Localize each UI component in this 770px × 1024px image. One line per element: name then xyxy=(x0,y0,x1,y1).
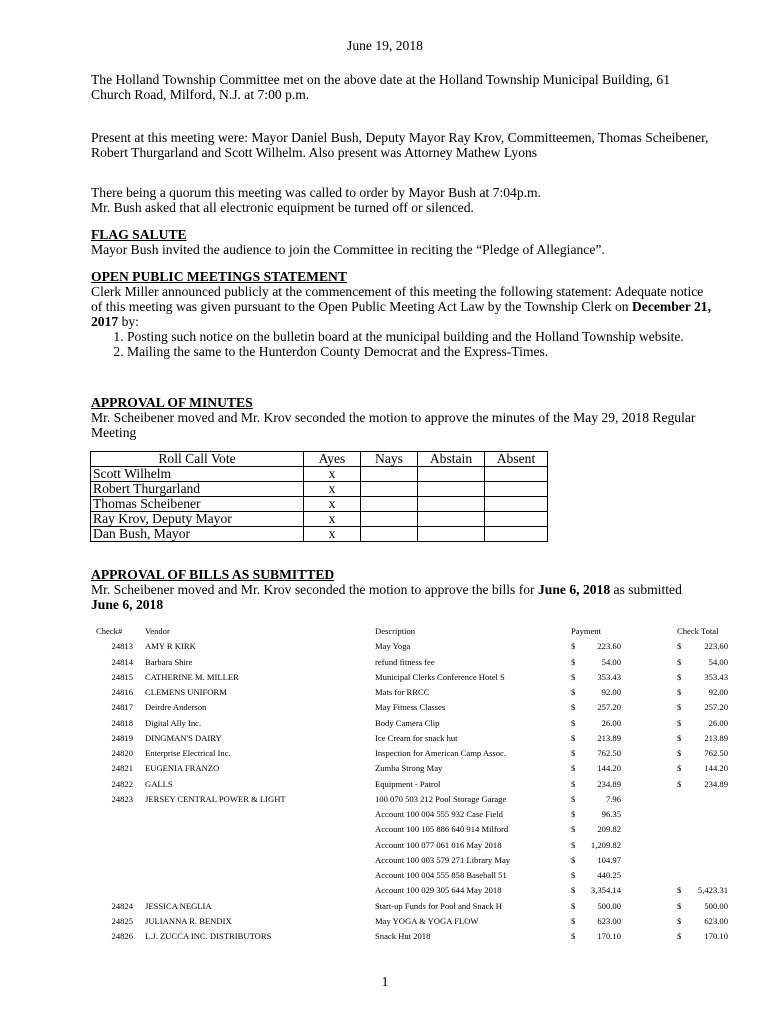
member-name: Scott Wilhelm xyxy=(91,467,304,482)
vote-ayes: x xyxy=(304,497,361,512)
roll-call-header xyxy=(91,452,548,467)
bill-vendor: CATHERINE M. MILLER xyxy=(145,671,239,682)
bill-payment: 26.00 xyxy=(601,717,621,728)
bill-row xyxy=(0,718,770,733)
bill-check-number: 24820 xyxy=(111,748,133,758)
flag-salute-section xyxy=(91,227,711,257)
bill-payment: 223.60 xyxy=(597,641,621,652)
opma-section xyxy=(91,269,711,359)
opma-list-item: 2. Mailing the same to the Hunterdon County Democrat and the Express-Times. xyxy=(127,344,711,359)
payment-currency-symbol: $ xyxy=(571,793,576,804)
quorum-line: There being a quorum this meeting was called to order by Mayor Bush at 7:04p.m. xyxy=(91,185,542,200)
bill-row xyxy=(0,702,770,717)
bill-row xyxy=(0,687,770,702)
minutes-section xyxy=(91,395,711,440)
bill-vendor: Digital Ally Inc. xyxy=(145,717,202,728)
minutes-heading: APPROVAL OF MINUTES xyxy=(91,395,253,410)
member-name: Robert Thurgarland xyxy=(91,482,304,497)
bill-row xyxy=(0,916,770,931)
bill-vendor: DINGMAN'S DAIRY xyxy=(145,732,222,743)
vote-absent xyxy=(485,482,548,497)
bills-header-row xyxy=(0,626,770,641)
roll-call-row xyxy=(91,497,548,512)
col-header-abstain: Abstain xyxy=(418,452,485,467)
bill-payment: 209.82 xyxy=(597,824,621,835)
col-header-ayes: Ayes xyxy=(304,452,361,467)
payment-currency-symbol: $ xyxy=(571,732,576,743)
bill-check-number: 24823 xyxy=(111,793,133,804)
bill-check-number: 24819 xyxy=(111,732,133,743)
roll-call-row xyxy=(91,467,548,482)
bill-description: Account 100 004 555 858 Baseball 51 xyxy=(375,870,507,880)
total-currency-symbol: $ xyxy=(677,763,682,774)
bill-row xyxy=(0,855,770,870)
bill-vendor: JULIANNA R. BENDIX xyxy=(145,915,232,926)
payment-currency-symbol: $ xyxy=(571,931,576,941)
payment-currency-symbol: $ xyxy=(571,717,576,728)
bill-row xyxy=(0,657,770,672)
col-header-vendor: Vendor xyxy=(145,626,170,636)
bill-vendor: CLEMENS UNIFORM xyxy=(145,687,227,697)
payment-currency-symbol: $ xyxy=(571,687,576,697)
bills-text xyxy=(91,582,711,597)
total-currency-symbol: $ xyxy=(677,687,682,697)
vote-abstain xyxy=(418,482,485,497)
bill-description: May YOGA & YOGA FLOW xyxy=(375,915,479,926)
bill-check-number: 24825 xyxy=(111,915,133,926)
member-name: Ray Krov, Deputy Mayor xyxy=(91,512,304,527)
total-currency-symbol: $ xyxy=(677,641,682,652)
electronics-line: Mr. Bush asked that all electronic equipment be turned off or silenced. xyxy=(91,200,474,215)
vote-absent xyxy=(485,527,548,542)
bill-description: Account 100 029 305 644 May 2018 xyxy=(375,885,502,896)
col-header-roll-call: Roll Call Vote xyxy=(91,452,304,467)
opma-text-after: by: xyxy=(118,314,139,329)
col-header-payment: Payment xyxy=(571,626,602,636)
bills-section xyxy=(91,567,711,612)
bill-description: Account 100 004 555 932 Case Field xyxy=(375,809,503,819)
bill-vendor: AMY R KIRK xyxy=(145,641,196,652)
col-header-check: Check# xyxy=(96,626,123,636)
bill-payment: 92.00 xyxy=(601,687,621,697)
payment-currency-symbol: $ xyxy=(571,854,576,865)
bill-payment: 3,354.14 xyxy=(590,885,621,896)
bill-check-total: 223.60 xyxy=(704,641,728,652)
vote-ayes: x xyxy=(304,512,361,527)
bill-check-total: 26.00 xyxy=(708,717,728,728)
bill-payment: 440.25 xyxy=(597,870,621,880)
vote-abstain xyxy=(418,467,485,482)
payment-currency-symbol: $ xyxy=(571,763,576,774)
col-header-nays: Nays xyxy=(361,452,418,467)
bill-description: Account 100 105 886 640 914 Milford xyxy=(375,824,509,835)
minutes-text: Mr. Scheibener moved and Mr. Krov seconded the motion to approve the minutes of the May 29, 2018 Regular Meeting xyxy=(91,410,696,440)
vote-ayes: x xyxy=(304,467,361,482)
payment-currency-symbol: $ xyxy=(571,641,576,652)
bills-text-after: as submitted xyxy=(610,582,682,597)
payment-currency-symbol: $ xyxy=(571,656,576,667)
bill-row xyxy=(0,824,770,839)
bill-payment: 213.89 xyxy=(597,732,621,743)
total-currency-symbol: $ xyxy=(677,732,682,743)
total-currency-symbol: $ xyxy=(677,915,682,926)
payment-currency-symbol: $ xyxy=(571,870,576,880)
bill-description: Inspection for American Camp Assoc. xyxy=(375,748,507,758)
bill-check-number: 24816 xyxy=(111,687,133,697)
bill-vendor: EUGENIA FRANZO xyxy=(145,763,220,774)
total-currency-symbol: $ xyxy=(677,717,682,728)
roll-call-row xyxy=(91,482,548,497)
bill-row xyxy=(0,931,770,946)
bill-check-total: 623.00 xyxy=(704,915,728,926)
bill-payment: 623.00 xyxy=(597,915,621,926)
bill-vendor: JERSEY CENTRAL POWER & LIGHT xyxy=(145,793,286,804)
bills-heading: APPROVAL OF BILLS AS SUBMITTED xyxy=(91,567,335,582)
bill-row xyxy=(0,840,770,855)
member-name: Thomas Scheibener xyxy=(91,497,304,512)
quorum-paragraph xyxy=(91,185,711,215)
roll-call-row xyxy=(91,527,548,542)
bill-description: Snack Hut 2018 xyxy=(375,931,431,941)
bill-description: 100 070 503 212 Pool Storage Garage xyxy=(375,793,507,804)
opma-text-before: Clerk Miller announced publicly at the commencement of this meeting the following statement: Adequate notice of this meeting was given pursuant to the Open Public Meeting Act Law by the Township Clerk on xyxy=(91,284,704,314)
bill-description: Start-up Funds for Pool and Snack H xyxy=(375,900,502,911)
opma-notice-date: December 21, 2017 xyxy=(91,299,711,329)
bill-description: May Yoga xyxy=(375,641,411,652)
bill-description: Municipal Clerks Conference Hotel S xyxy=(375,671,505,682)
bill-check-number: 24821 xyxy=(111,763,133,774)
total-currency-symbol: $ xyxy=(677,778,682,789)
opma-text xyxy=(91,284,711,329)
bill-payment: 54.00 xyxy=(601,656,621,667)
bill-description: refund fitness fee xyxy=(375,656,435,667)
vote-nays xyxy=(361,497,418,512)
bill-check-number: 24826 xyxy=(111,931,133,941)
bill-payment: 144.20 xyxy=(597,763,621,774)
bill-payment: 1,209.82 xyxy=(590,839,621,850)
opma-list xyxy=(91,329,711,359)
bill-payment: 234.89 xyxy=(597,778,621,789)
bill-description: Account 100 003 579 271 Library May xyxy=(375,854,511,865)
bill-vendor: Deirdre Anderson xyxy=(145,702,207,713)
bills-subheading: June 6, 2018 xyxy=(91,597,164,612)
roll-call-table xyxy=(90,451,548,542)
bill-row xyxy=(0,779,770,794)
col-header-description: Description xyxy=(375,626,416,636)
bill-row xyxy=(0,794,770,809)
bill-description: Mats for RRCC xyxy=(375,687,430,697)
bill-check-number: 24813 xyxy=(111,641,133,652)
bill-check-number: 24814 xyxy=(111,656,133,667)
bill-row xyxy=(0,763,770,778)
payment-currency-symbol: $ xyxy=(571,702,576,713)
col-header-absent: Absent xyxy=(485,452,548,467)
bill-check-total: 144.20 xyxy=(704,763,728,774)
bill-payment: 762.50 xyxy=(597,748,621,758)
total-currency-symbol: $ xyxy=(677,702,682,713)
vote-nays xyxy=(361,467,418,482)
vote-abstain xyxy=(418,527,485,542)
bill-check-total: 257.20 xyxy=(704,702,728,713)
bills-date: June 6, 2018 xyxy=(538,582,611,597)
bill-row xyxy=(0,733,770,748)
bill-row xyxy=(0,748,770,763)
vote-nays xyxy=(361,512,418,527)
bill-description: Equipment - Patrol xyxy=(375,778,441,789)
bill-description: Ice Cream for snack hut xyxy=(375,732,458,743)
bill-row xyxy=(0,641,770,656)
payment-currency-symbol: $ xyxy=(571,778,576,789)
bill-description: Account 100 077 061 016 May 2018 xyxy=(375,839,502,850)
opma-heading: OPEN PUBLIC MEETINGS STATEMENT xyxy=(91,269,347,284)
bill-description: May Fitness Classes xyxy=(375,702,446,713)
vote-absent xyxy=(485,467,548,482)
bill-description: Zumba Strong May xyxy=(375,763,443,774)
vote-nays xyxy=(361,482,418,497)
payment-currency-symbol: $ xyxy=(571,839,576,850)
bill-row xyxy=(0,672,770,687)
bill-payment: 7.96 xyxy=(605,793,621,804)
payment-currency-symbol: $ xyxy=(571,671,576,682)
vote-ayes: x xyxy=(304,482,361,497)
total-currency-symbol: $ xyxy=(677,900,682,911)
vote-abstain xyxy=(418,497,485,512)
bill-check-total: 353.43 xyxy=(704,671,728,682)
flag-salute-text: Mayor Bush invited the audience to join the Committee in reciting the “Pledge of Allegiance”. xyxy=(91,242,605,257)
bill-row xyxy=(0,870,770,885)
bill-vendor: JESSICA NEGLIA xyxy=(145,900,212,911)
opma-list-item: 1. Posting such notice on the bulletin board at the municipal building and the Holland Township website. xyxy=(127,329,711,344)
bill-check-total: 92.00 xyxy=(708,687,728,697)
payment-currency-symbol: $ xyxy=(571,809,576,819)
vote-abstain xyxy=(418,512,485,527)
bill-check-number: 24824 xyxy=(111,900,133,911)
vote-ayes: x xyxy=(304,527,361,542)
bill-check-total: 500.00 xyxy=(704,900,728,911)
bill-payment: 500.00 xyxy=(597,900,621,911)
total-currency-symbol: $ xyxy=(677,671,682,682)
bill-payment: 170.10 xyxy=(597,931,621,941)
total-currency-symbol: $ xyxy=(677,931,682,941)
bill-check-total: 54.00 xyxy=(708,656,728,667)
attendance-paragraph: Present at this meeting were: Mayor Daniel Bush, Deputy Mayor Ray Krov, Committeemen, Thomas Scheibener, Robert Thurgarland and Scott Wilhelm. Also present was Attorney Mathew Lyons xyxy=(91,130,709,160)
bill-row xyxy=(0,885,770,900)
bills-table xyxy=(0,626,770,946)
meeting-date: June 19, 2018 xyxy=(347,38,423,53)
bill-row xyxy=(0,901,770,916)
bill-vendor: Barbara Shire xyxy=(145,656,193,667)
payment-currency-symbol: $ xyxy=(571,900,576,911)
vote-absent xyxy=(485,512,548,527)
bill-check-total: 762.50 xyxy=(704,748,728,758)
flag-salute-heading: FLAG SALUTE xyxy=(91,227,187,242)
col-header-check-total: Check Total xyxy=(677,626,719,636)
bill-check-total: 5,423.31 xyxy=(697,885,728,896)
bill-check-total: 170.10 xyxy=(704,931,728,941)
bill-payment: 104.97 xyxy=(597,854,621,865)
vote-nays xyxy=(361,527,418,542)
bill-check-total: 234.89 xyxy=(704,778,728,789)
page-number: 1 xyxy=(381,974,389,989)
bill-description: Body Camera Clip xyxy=(375,717,440,728)
bills-text-before: Mr. Scheibener moved and Mr. Krov seconded the motion to approve the bills for xyxy=(91,582,538,597)
bill-vendor: L.J. ZUCCA INC. DISTRIBUTORS xyxy=(145,931,272,941)
bill-payment: 96.35 xyxy=(601,809,621,819)
payment-currency-symbol: $ xyxy=(571,915,576,926)
member-name: Dan Bush, Mayor xyxy=(91,527,304,542)
bill-payment: 257.20 xyxy=(597,702,621,713)
bill-check-number: 24815 xyxy=(111,671,133,682)
bill-row xyxy=(0,809,770,824)
bill-check-number: 24817 xyxy=(111,702,133,713)
bill-vendor: Enterprise Electrical Inc. xyxy=(145,748,231,758)
total-currency-symbol: $ xyxy=(677,885,682,896)
payment-currency-symbol: $ xyxy=(571,748,576,758)
total-currency-symbol: $ xyxy=(677,656,682,667)
total-currency-symbol: $ xyxy=(677,748,682,758)
vote-absent xyxy=(485,497,548,512)
bill-check-number: 24818 xyxy=(111,717,133,728)
intro-paragraph: The Holland Township Committee met on the above date at the Holland Township Municipal Building, 61 Church Road, Milford, N.J. at 7:00 p.m. xyxy=(91,72,671,102)
bill-check-total: 213.89 xyxy=(704,732,728,743)
payment-currency-symbol: $ xyxy=(571,885,576,896)
bill-vendor: GALLS xyxy=(145,778,173,789)
roll-call-row xyxy=(91,512,548,527)
bill-check-number: 24822 xyxy=(111,778,133,789)
payment-currency-symbol: $ xyxy=(571,824,576,835)
bill-payment: 353.43 xyxy=(597,671,621,682)
